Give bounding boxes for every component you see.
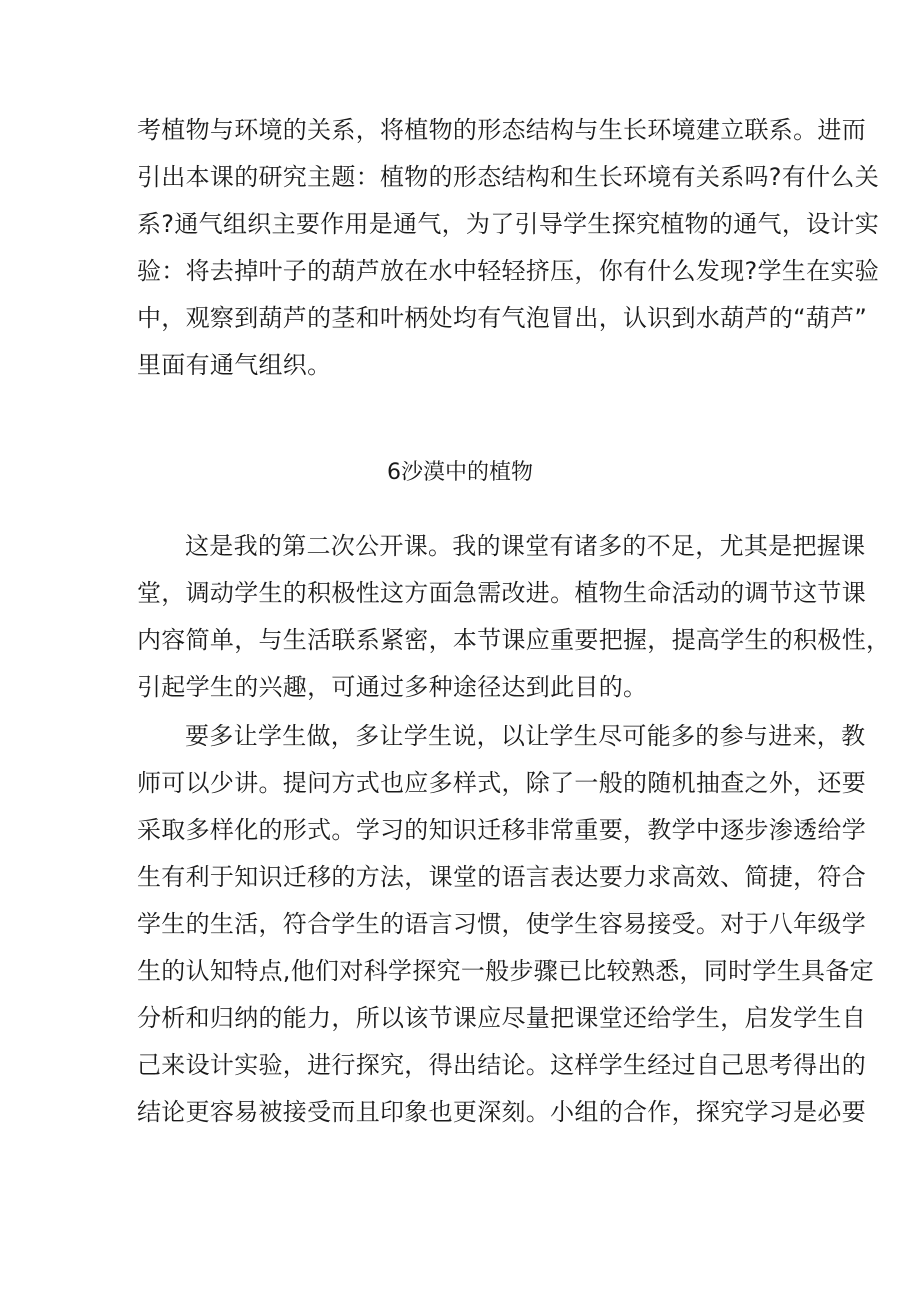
text-line: 这是我的第二次公开课。我的课堂有诸多的不足，尤其是把握课 — [185, 532, 866, 560]
text-line: 采取多样化的形式。学习的知识迁移非常重要，教学中逐步渗透给学 — [137, 816, 866, 844]
text-line: 生有利于知识迁移的方法，课堂的语言表达要力求高效、简捷，符合 — [137, 863, 866, 891]
text-line: 系?通气组织主要作用是通气，为了引导学生探究植物的通气，设计实 — [137, 210, 880, 238]
text-line: 考植物与环境的关系，将植物的形态结构与生长环境建立联系。进而 — [137, 116, 866, 144]
text-line: 己来设计实验，进行探究，得出结论。这样学生经过自己思考得出的 — [137, 1051, 866, 1079]
text-line: 内容简单，与生活联系紧密，本节课应重要把握，提高学生的积极性， — [137, 626, 891, 654]
text-line: 中，观察到葫芦的茎和叶柄处均有气泡冒出，认识到水葫芦的“葫芦” — [137, 304, 868, 332]
text-line: 要多让学生做，多让学生说，以让学生尽可能多的参与进来，教 — [185, 722, 866, 750]
text-line: 引起学生的兴趣，可通过多种途径达到此目的。 — [137, 673, 648, 701]
text-line: 生的认知特点,他们对科学探究一般步骤已比较熟悉，同时学生具备定 — [137, 957, 874, 985]
text-line: 堂，调动学生的积极性这方面急需改进。植物生命活动的调节这节课 — [137, 579, 866, 607]
text-line: 里面有通气组织。 — [137, 351, 332, 379]
text-line: 结论更容易被接受而且印象也更深刻。小组的合作，探究学习是必要 — [137, 1098, 866, 1126]
text-line: 师可以少讲。提问方式也应多样式，除了一般的随机抽查之外，还要 — [137, 769, 866, 797]
text-line: 验：将去掉叶子的葫芦放在水中轻轻挤压，你有什么发现?学生在实验 — [137, 257, 880, 285]
text-line: 学生的生活，符合学生的语言习惯，使学生容易接受。对于八年级学 — [137, 910, 866, 938]
text-line: 分析和归纳的能力，所以该节课应尽量把课堂还给学生，启发学生自 — [137, 1004, 866, 1032]
text-line: 引出本课的研究主题：植物的形态结构和生长环境有关系吗?有什么关 — [137, 163, 880, 191]
section-heading: 6沙漠中的植物 — [387, 460, 533, 485]
